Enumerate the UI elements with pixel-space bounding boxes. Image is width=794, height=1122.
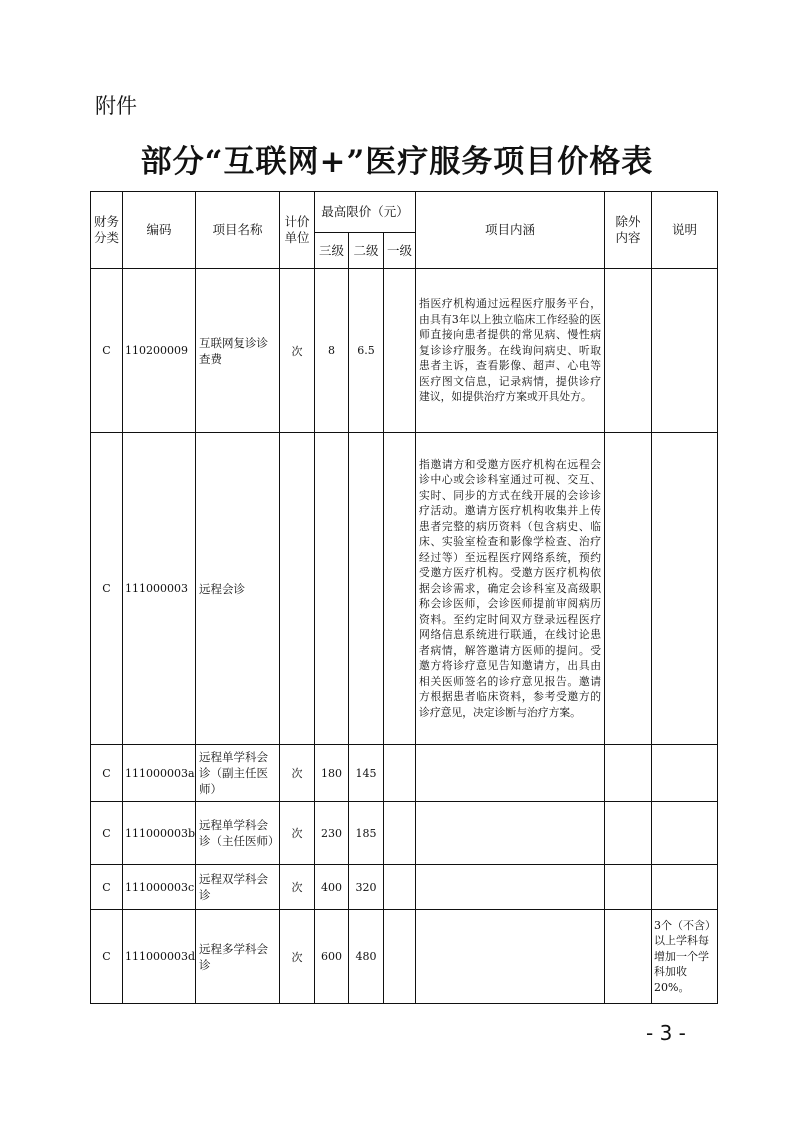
cell-notes (652, 865, 718, 910)
cell-unit: 次 (280, 745, 315, 802)
price-table (90, 191, 718, 1004)
cell-notes (652, 802, 718, 865)
cell-level3: 600 (315, 910, 349, 1004)
table-row (91, 433, 718, 745)
cell-level1 (384, 433, 416, 745)
cell-level2 (349, 433, 384, 745)
page-number: - 3 - (646, 1021, 686, 1045)
cell-level3 (315, 433, 349, 745)
col-name-header: 项目名称 (196, 192, 280, 269)
cell-name: 互联网复诊诊查费 (196, 269, 280, 433)
cell-level1 (384, 745, 416, 802)
cell-category: C (91, 745, 123, 802)
cell-unit: 次 (280, 802, 315, 865)
col-excluded-header: 除外内容 (605, 192, 652, 269)
cell-category: C (91, 802, 123, 865)
cell-name: 远程双学科会诊 (196, 865, 280, 910)
cell-level3: 8 (315, 269, 349, 433)
col-max-price-header: 最高限价（元） (315, 192, 416, 233)
cell-category: C (91, 269, 123, 433)
col-content-header: 项目内涵 (416, 192, 605, 269)
table-row (91, 910, 718, 1004)
cell-name: 远程多学科会诊 (196, 910, 280, 1004)
cell-name: 远程单学科会诊（副主任医师） (196, 745, 280, 802)
cell-level1 (384, 910, 416, 1004)
cell-level3: 230 (315, 802, 349, 865)
cell-notes (652, 433, 718, 745)
cell-name: 远程会诊 (196, 433, 280, 745)
col-category-header: 财务分类 (91, 192, 123, 269)
cell-level2: 320 (349, 865, 384, 910)
cell-code: 111000003d (123, 910, 196, 1004)
cell-excluded (605, 910, 652, 1004)
cell-category: C (91, 910, 123, 1004)
cell-excluded (605, 745, 652, 802)
cell-code: 110200009 (123, 269, 196, 433)
table-row (91, 802, 718, 865)
cell-content: 指医疗机构通过远程医疗服务平台，由具有3年以上独立临床工作经验的医师直接向患者提供的常见病、慢性病复诊诊疗服务。在线询问病史、听取患者主诉，查看影像、超声、心电等医疗图文信息，记录病情，提供诊疗建议，如提供治疗方案或开具处方。 (416, 269, 605, 433)
header-row (91, 192, 718, 233)
cell-excluded (605, 802, 652, 865)
cell-code: 111000003a (123, 745, 196, 802)
col-level1-header: 一级 (384, 233, 416, 269)
cell-excluded (605, 269, 652, 433)
page-title: 部分“互联网+”医疗服务项目价格表 (140, 144, 654, 180)
cell-category: C (91, 433, 123, 745)
col-level2-header: 二级 (349, 233, 384, 269)
cell-level1 (384, 865, 416, 910)
table-row (91, 865, 718, 910)
cell-content (416, 802, 605, 865)
cell-notes (652, 269, 718, 433)
table-row (91, 269, 718, 433)
cell-code: 111000003b (123, 802, 196, 865)
cell-level3: 400 (315, 865, 349, 910)
cell-unit: 次 (280, 269, 315, 433)
col-level3-header: 三级 (315, 233, 349, 269)
col-notes-header: 说明 (652, 192, 718, 269)
cell-notes: 3个（不含）以上学科每增加一个学科加收20%。 (652, 910, 718, 1004)
cell-unit: 次 (280, 910, 315, 1004)
cell-level1 (384, 802, 416, 865)
cell-level3: 180 (315, 745, 349, 802)
cell-excluded (605, 865, 652, 910)
cell-content: 指邀请方和受邀方医疗机构在远程会诊中心或会诊科室通过可视、交互、实时、同步的方式在线开展的会诊诊疗活动。邀请方医疗机构收集并上传患者完整的病历资料（包含病史、临床、实验室检查和影像学检查、治疗经过等）至远程医疗网络系统，预约受邀方医疗机构。受邀方医疗机构依据会诊需求，确定会诊科室及高级职称会诊医师，会诊医师提前审阅病历资料。至约定时间双方登录远程医疗网络信息系统进行联通，在线讨论患者病情，解答邀请方医师的提问。受邀方将诊疗意见告知邀请方，出具由相关医师签名的诊疗意见报告。邀请方根据患者临床资料，参考受邀方的诊疗意见，决定诊断与治疗方案。 (416, 433, 605, 745)
cell-category: C (91, 865, 123, 910)
cell-excluded (605, 433, 652, 745)
cell-content (416, 865, 605, 910)
table-row (91, 745, 718, 802)
cell-level2: 185 (349, 802, 384, 865)
cell-content (416, 910, 605, 1004)
cell-name: 远程单学科会诊（主任医师） (196, 802, 280, 865)
cell-code: 111000003 (123, 433, 196, 745)
col-unit-header: 计价单位 (280, 192, 315, 269)
attachment-label: 附件 (95, 94, 137, 118)
cell-content (416, 745, 605, 802)
cell-notes (652, 745, 718, 802)
cell-level2: 145 (349, 745, 384, 802)
col-code-header: 编码 (123, 192, 196, 269)
cell-code: 111000003c (123, 865, 196, 910)
cell-level1 (384, 269, 416, 433)
cell-level2: 6.5 (349, 269, 384, 433)
cell-level2: 480 (349, 910, 384, 1004)
cell-unit: 次 (280, 865, 315, 910)
cell-unit (280, 433, 315, 745)
